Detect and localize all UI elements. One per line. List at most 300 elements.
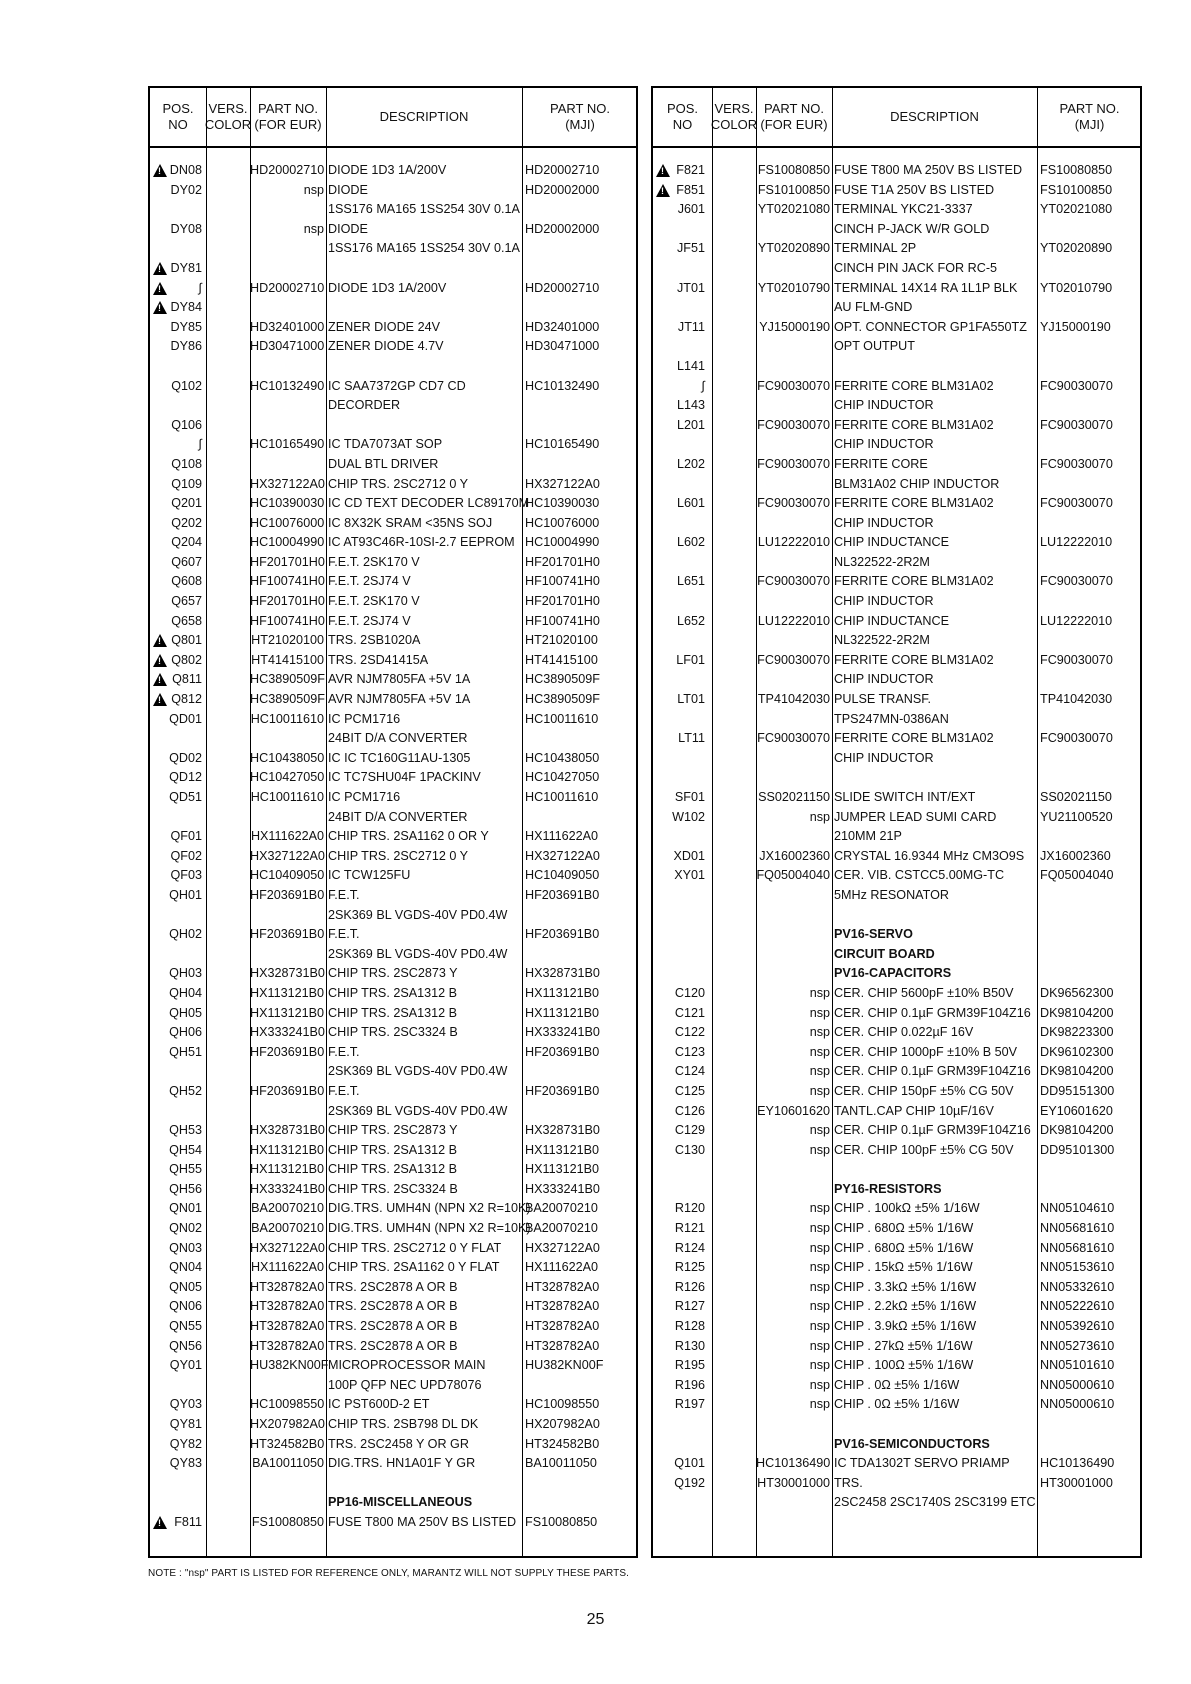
table-row xyxy=(150,1337,636,1357)
part-number-eur: HX327122A0 xyxy=(250,848,325,863)
part-description: TRS. 2SC2458 Y OR GR xyxy=(328,1436,469,1451)
part-description: F.E.T. xyxy=(328,927,360,942)
table-row xyxy=(653,161,1140,181)
part-number-eur: HC10011610 xyxy=(250,711,324,726)
part-number-mji: HC10004990 xyxy=(525,535,600,550)
part-number-eur: SS02021150 xyxy=(758,790,830,804)
part-position: Q802 xyxy=(171,652,202,667)
part-number-mji: HT328782A0 xyxy=(525,1319,600,1334)
table-row xyxy=(653,220,1140,240)
table-row xyxy=(653,475,1140,495)
table-row xyxy=(150,1043,636,1063)
table-row xyxy=(653,1023,1140,1043)
table-row xyxy=(653,847,1140,867)
part-number-eur: FC90030070 xyxy=(757,652,830,667)
part-number-eur: HT328782A0 xyxy=(250,1299,325,1314)
part-position: C121 xyxy=(674,1005,705,1020)
part-number-eur: nsp xyxy=(809,1201,830,1216)
table-row xyxy=(150,1062,636,1082)
part-description: PV16-SERVO xyxy=(834,927,913,942)
part-number-eur: HX111622A0 xyxy=(250,829,324,844)
part-number-eur: nsp xyxy=(303,182,324,197)
part-position: DN08 xyxy=(169,163,202,177)
part-description: DIG.TRS. UMH4N (NPN X2 R=10K) xyxy=(328,1221,531,1236)
part-description: FERRITE CORE BLM31A02 xyxy=(834,652,994,667)
part-position: LT01 xyxy=(677,692,705,707)
part-number-eur: LU12222010 xyxy=(757,535,830,550)
part-position: C126 xyxy=(674,1103,705,1118)
part-number-eur: HX111622A0 xyxy=(250,1260,324,1275)
part-number-mji: FC90030070 xyxy=(1040,417,1113,432)
part-position: R121 xyxy=(674,1221,705,1236)
part-description: AVR NJM7805FA +5V 1A xyxy=(328,692,471,707)
part-number-mji: HC10098550 xyxy=(525,1397,600,1412)
part-position: QY01 xyxy=(169,1358,202,1373)
part-number-eur: HC10136490 xyxy=(756,1456,831,1471)
part-number-eur: nsp xyxy=(809,1083,830,1098)
table-row xyxy=(653,788,1140,808)
part-description: CER. CHIP 0.1µF GRM39F104Z16 xyxy=(834,1005,1031,1020)
part-number-eur: nsp xyxy=(303,221,324,236)
table-row xyxy=(150,847,636,867)
part-number-mji: NN05000610 xyxy=(1040,1397,1115,1412)
table-row xyxy=(653,1102,1140,1122)
part-number-mji: FQ05004040 xyxy=(1040,868,1114,883)
part-number-eur: HD32401000 xyxy=(250,319,325,334)
table-row xyxy=(150,1199,636,1219)
part-number-mji: HT324582B0 xyxy=(525,1436,600,1451)
part-description: FERRITE CORE BLM31A02 xyxy=(834,378,994,393)
table-row xyxy=(653,1239,1140,1259)
part-position: QN05 xyxy=(169,1279,202,1294)
part-description: IC PCM1716 xyxy=(328,790,401,804)
part-position: QN56 xyxy=(169,1338,202,1353)
part-position: R128 xyxy=(674,1319,705,1334)
part-position: ∫ xyxy=(701,378,705,393)
part-position: C120 xyxy=(674,985,705,1000)
part-position: Q102 xyxy=(171,378,202,393)
col-header-part-eur: PART NO. (FOR EUR) xyxy=(254,101,322,132)
col-header-pos: POS. NO xyxy=(162,101,194,132)
part-number-eur: HF203691B0 xyxy=(250,1044,325,1059)
part-position: QD12 xyxy=(169,770,202,785)
part-description: CHIP TRS. 2SA1312 B xyxy=(328,1142,458,1157)
table-row xyxy=(150,259,636,279)
part-description: CHIP INDUCTOR xyxy=(834,515,934,530)
table-row xyxy=(653,1474,1140,1494)
part-description: 210MM 21P xyxy=(834,829,902,844)
part-description: CHIP . 2.2kΩ ±5% 1/16W xyxy=(834,1299,977,1314)
part-number-mji: HF100741H0 xyxy=(525,574,600,589)
part-position: L601 xyxy=(676,496,705,511)
table-row xyxy=(150,1474,636,1494)
part-position: JT11 xyxy=(677,319,705,334)
part-number-eur: FQ05004040 xyxy=(756,868,830,883)
table-row xyxy=(150,1395,636,1415)
part-description: 1SS176 MA165 1SS254 30V 0.1A xyxy=(328,241,520,256)
part-position: QD02 xyxy=(169,750,202,765)
part-number-mji: FS10080850 xyxy=(525,1514,598,1529)
table-row xyxy=(150,220,636,240)
part-description: CER. CHIP 5600pF ±10% B50V xyxy=(834,985,1014,1000)
part-description: PY16-RESISTORS xyxy=(834,1181,942,1196)
table-row xyxy=(150,200,636,220)
part-description: IC TDA1302T SERVO PRIAMP xyxy=(834,1456,1010,1471)
part-description: TRS. 2SC2878 A OR B xyxy=(328,1338,458,1353)
part-position: QF01 xyxy=(170,829,202,844)
part-number-eur: HC10438050 xyxy=(250,750,325,765)
part-description: FERRITE CORE BLM31A02 xyxy=(834,731,994,746)
part-number-eur: BA10011050 xyxy=(252,1456,324,1471)
part-number-eur: nsp xyxy=(809,1299,830,1314)
part-number-mji: HT41415100 xyxy=(525,652,598,667)
part-position: QH51 xyxy=(169,1044,202,1059)
part-description: IC TCW125FU xyxy=(328,868,411,883)
part-description: CHIP INDUCTANCE xyxy=(834,613,949,628)
part-description: IC TC7SHU04F 1PACKINV xyxy=(328,770,481,785)
part-description: DECORDER xyxy=(328,398,401,413)
part-description: FERRITE CORE BLM31A02 xyxy=(834,574,994,589)
table-row xyxy=(653,298,1140,318)
part-number-mji: LU12222010 xyxy=(1040,613,1113,628)
part-number-mji: HC3890509F xyxy=(525,672,600,687)
part-description: CIRCUIT BOARD xyxy=(834,946,935,961)
part-description: OPT. CONNECTOR GP1FA550TZ xyxy=(834,319,1027,334)
part-number-eur: HC3890509F xyxy=(250,692,325,707)
table-row xyxy=(150,788,636,808)
part-number-mji: SS02021150 xyxy=(1040,790,1112,804)
table-row xyxy=(653,416,1140,436)
part-position: Q109 xyxy=(171,476,202,491)
part-number-mji: FC90030070 xyxy=(1040,574,1113,589)
table-row xyxy=(150,1317,636,1337)
part-description: FERRITE CORE BLM31A02 xyxy=(834,417,994,432)
part-number-mji: DD95151300 xyxy=(1040,1083,1115,1098)
part-description: MICROPROCESSOR MAIN xyxy=(328,1358,486,1373)
part-number-eur: HX327122A0 xyxy=(250,476,325,491)
part-description: IC IC TC160G11AU-1305 xyxy=(328,750,471,765)
part-number-eur: nsp xyxy=(809,1397,830,1412)
part-position: QN04 xyxy=(169,1260,202,1275)
table-row xyxy=(653,1219,1140,1239)
part-description: FERRITE CORE xyxy=(834,456,928,471)
part-number-mji: HX113121B0 xyxy=(525,1162,599,1177)
table-row xyxy=(150,298,636,318)
part-position: J601 xyxy=(677,202,705,217)
part-number-mji: FC90030070 xyxy=(1040,496,1113,511)
table-row xyxy=(653,1082,1140,1102)
table-row xyxy=(653,357,1140,377)
part-description: F.E.T. 2SJ74 V xyxy=(328,613,411,628)
part-number-mji: HD20002710 xyxy=(525,163,600,177)
part-description: DIODE xyxy=(328,182,368,197)
part-description: CHIP INDUCTOR xyxy=(834,398,934,413)
table-row xyxy=(150,612,636,632)
part-number-mji: YT02021080 xyxy=(1040,202,1113,217)
part-number-eur: HU382KN00F xyxy=(250,1358,329,1373)
parts-table-right xyxy=(651,86,1142,1558)
part-number-mji: HT21020100 xyxy=(525,633,598,648)
part-number-eur: HT328782A0 xyxy=(250,1279,325,1294)
part-number-eur: nsp xyxy=(809,1025,830,1040)
part-number-mji: HX333241B0 xyxy=(525,1025,600,1040)
table-row xyxy=(150,181,636,201)
part-description: CHIP . 0Ω ±5% 1/16W xyxy=(834,1377,960,1392)
part-number-eur: EY10601620 xyxy=(757,1103,830,1118)
part-description: PULSE TRANSF. xyxy=(834,692,932,707)
table-row xyxy=(653,866,1140,886)
part-description: TRS. 2SD41415A xyxy=(328,652,429,667)
part-number-mji: HC10011610 xyxy=(525,790,599,804)
table-row xyxy=(150,749,636,769)
part-description: AVR NJM7805FA +5V 1A xyxy=(328,672,471,687)
col-header-part-mji: PART NO. (MJI) xyxy=(550,101,610,132)
part-description: TERMINAL 14X14 RA 1L1P BLK xyxy=(834,280,1018,295)
part-description: CHIP TRS. 2SB798 DL DK xyxy=(328,1417,479,1431)
part-description: TERMINAL 2P xyxy=(834,241,917,256)
part-number-mji: HF203691B0 xyxy=(525,1083,600,1098)
part-number-mji: FS10100850 xyxy=(1040,182,1113,197)
table-row xyxy=(653,906,1140,926)
part-number-mji: HX333241B0 xyxy=(525,1181,600,1196)
table-row xyxy=(150,1435,636,1455)
table-row xyxy=(653,200,1140,220)
part-position: ∫ xyxy=(198,280,202,295)
part-position: DY08 xyxy=(170,221,202,236)
part-position: Q608 xyxy=(171,574,202,589)
col-header-vers: VERS. COLOR xyxy=(204,101,252,132)
part-position: C129 xyxy=(674,1123,705,1138)
part-position: QH01 xyxy=(169,887,202,902)
col-header-description: DESCRIPTION xyxy=(890,109,979,124)
footnote: NOTE : "nsp" PART IS LISTED FOR REFERENCE ONLY, MARANTZ WILL NOT SUPPLY THESE PARTS. xyxy=(148,1568,629,1579)
table-row xyxy=(653,1317,1140,1337)
part-number-eur: nsp xyxy=(809,1319,830,1334)
table-row xyxy=(653,1435,1140,1455)
part-position: QF02 xyxy=(170,848,202,863)
part-number-mji: HT328782A0 xyxy=(525,1338,600,1353)
table-row xyxy=(653,670,1140,690)
part-description: CER. VIB. CSTCC5.00MG-TC xyxy=(834,868,1005,883)
part-number-mji: NN05222610 xyxy=(1040,1299,1115,1314)
part-number-mji: NN05104610 xyxy=(1040,1201,1115,1216)
table-row xyxy=(653,1141,1140,1161)
table-row xyxy=(653,553,1140,573)
part-position: R127 xyxy=(674,1299,705,1314)
part-description: CER. CHIP 0.022µF 16V xyxy=(834,1025,974,1040)
part-description: CHIP TRS. 2SC2712 0 Y xyxy=(328,848,469,863)
part-description: CER. CHIP 0.1µF GRM39F104Z16 xyxy=(834,1064,1031,1079)
table-row xyxy=(653,1062,1140,1082)
table-row xyxy=(150,1258,636,1278)
table-row xyxy=(150,1004,636,1024)
table-row xyxy=(653,1258,1140,1278)
table-row xyxy=(150,337,636,357)
part-number-mji: NN05153610 xyxy=(1040,1260,1115,1275)
part-description: CHIP TRS. 2SA1312 B xyxy=(328,1005,458,1020)
table-row xyxy=(150,710,636,730)
part-number-eur: HC10011610 xyxy=(250,790,324,804)
table-row xyxy=(653,827,1140,847)
part-number-mji: NN05681610 xyxy=(1040,1221,1115,1236)
part-position: R124 xyxy=(674,1240,705,1255)
table-row xyxy=(653,945,1140,965)
part-number-mji: YJ15000190 xyxy=(1040,319,1111,334)
part-description: DIODE 1D3 1A/200V xyxy=(328,280,447,295)
part-number-mji: HF201701H0 xyxy=(525,594,600,609)
part-number-mji: HX327122A0 xyxy=(525,848,600,863)
part-description: ZENER DIODE 24V xyxy=(328,319,440,334)
part-number-mji: HF201701H0 xyxy=(525,554,600,569)
table-row xyxy=(150,1297,636,1317)
part-number-mji: DD95101300 xyxy=(1040,1142,1115,1157)
part-position: QD01 xyxy=(169,711,202,726)
part-description: CINCH PIN JACK FOR RC-5 xyxy=(834,260,998,275)
part-number-eur: HF201701H0 xyxy=(250,594,325,609)
part-number-eur: nsp xyxy=(809,1044,830,1059)
table-row xyxy=(150,670,636,690)
part-description: CER. CHIP 100pF ±5% CG 50V xyxy=(834,1142,1014,1157)
table-row xyxy=(653,925,1140,945)
part-position: JT01 xyxy=(677,280,705,295)
part-position: L141 xyxy=(676,358,705,373)
part-number-eur: HF100741H0 xyxy=(250,613,325,628)
part-position: Q201 xyxy=(171,496,202,511)
table-row xyxy=(150,808,636,828)
part-description: 2SC2458 2SC1740S 2SC3199 ETC xyxy=(834,1495,1036,1510)
table-row xyxy=(653,1199,1140,1219)
table-row xyxy=(653,1337,1140,1357)
part-position: QN01 xyxy=(169,1201,202,1216)
part-description: CHIP . 680Ω ±5% 1/16W xyxy=(834,1240,974,1255)
right-rows xyxy=(653,161,1140,1513)
part-number-mji: HT30001000 xyxy=(1040,1475,1113,1490)
part-number-mji: HC10165490 xyxy=(525,437,600,452)
part-position: Q202 xyxy=(171,515,202,530)
table-row xyxy=(150,1160,636,1180)
table-row xyxy=(150,651,636,671)
table-row xyxy=(653,514,1140,534)
part-position: F811 xyxy=(174,1514,202,1529)
part-description: TERMINAL YKC21-3337 xyxy=(834,202,973,217)
part-description: CHIP . 0Ω ±5% 1/16W xyxy=(834,1397,960,1412)
table-row xyxy=(653,318,1140,338)
table-row xyxy=(150,690,636,710)
part-position: QH03 xyxy=(169,966,202,981)
part-number-eur: HX328731B0 xyxy=(250,1123,325,1138)
part-number-mji: DK98104200 xyxy=(1040,1064,1114,1079)
part-number-eur: nsp xyxy=(809,809,830,824)
part-position: Q101 xyxy=(674,1456,705,1471)
table-row xyxy=(653,572,1140,592)
part-number-mji: YT02010790 xyxy=(1040,280,1113,295)
part-description: CER. CHIP 1000pF ±10% B 50V xyxy=(834,1044,1018,1059)
table-row xyxy=(150,572,636,592)
part-number-mji: NN05273610 xyxy=(1040,1338,1115,1353)
table-row xyxy=(150,592,636,612)
part-number-eur: HT328782A0 xyxy=(250,1319,325,1334)
part-position: QH52 xyxy=(169,1083,202,1098)
part-position: ∫ xyxy=(198,437,202,452)
part-number-mji: HD20002710 xyxy=(525,280,600,295)
table-row xyxy=(150,1121,636,1141)
part-position: R196 xyxy=(674,1377,705,1392)
table-row xyxy=(150,945,636,965)
part-number-mji: JX16002360 xyxy=(1040,848,1111,863)
part-position: DY86 xyxy=(170,339,202,354)
table-row xyxy=(150,1141,636,1161)
part-description: TRS. 2SC2878 A OR B xyxy=(328,1319,458,1334)
col-header-part-eur: PART NO. (FOR EUR) xyxy=(760,101,828,132)
part-number-eur: HC10098550 xyxy=(250,1397,325,1412)
part-position: QN03 xyxy=(169,1240,202,1255)
part-description: FUSE T1A 250V BS LISTED xyxy=(834,182,995,197)
table-row xyxy=(150,866,636,886)
part-description: CER. CHIP 0.1µF GRM39F104Z16 xyxy=(834,1123,1031,1138)
table-row xyxy=(653,259,1140,279)
part-number-eur: HX333241B0 xyxy=(250,1025,325,1040)
part-description: CHIP INDUCTOR xyxy=(834,672,934,687)
part-number-eur: HC10390030 xyxy=(250,496,325,511)
part-number-mji: EY10601620 xyxy=(1040,1103,1113,1118)
part-number-eur: nsp xyxy=(809,1064,830,1079)
part-number-eur: nsp xyxy=(809,1123,830,1138)
part-number-eur: HC10132490 xyxy=(250,378,325,393)
part-position: L602 xyxy=(676,535,705,550)
part-position: C125 xyxy=(674,1083,705,1098)
part-position: LT11 xyxy=(678,731,705,746)
part-description: CHIP TRS. 2SC2712 0 Y xyxy=(328,476,469,491)
part-number-eur: HT30001000 xyxy=(757,1475,830,1490)
part-description: CHIP . 15kΩ ±5% 1/16W xyxy=(834,1260,973,1275)
part-number-mji: BA20070210 xyxy=(525,1221,598,1236)
table-row xyxy=(150,377,636,397)
table-row xyxy=(653,1395,1140,1415)
part-number-eur: HD20002710 xyxy=(250,163,325,177)
table-row xyxy=(653,1376,1140,1396)
table-row xyxy=(150,984,636,1004)
part-number-mji: BA10011050 xyxy=(525,1456,597,1471)
part-number-mji: HX113121B0 xyxy=(525,985,599,1000)
part-number-mji: FC90030070 xyxy=(1040,652,1113,667)
part-position: DY02 xyxy=(170,182,202,197)
part-description: F.E.T. 2SJ74 V xyxy=(328,574,411,589)
part-number-mji: NN05392610 xyxy=(1040,1319,1115,1334)
part-position: C123 xyxy=(674,1044,705,1059)
part-description: CER. CHIP 150pF ±5% CG 50V xyxy=(834,1083,1014,1098)
part-description: 24BIT D/A CONVERTER xyxy=(328,731,468,746)
part-description: CHIP TRS. 2SC2873 Y xyxy=(328,966,458,981)
table-row xyxy=(150,514,636,534)
part-description: CINCH P-JACK W/R GOLD xyxy=(834,221,990,236)
part-number-eur: FC90030070 xyxy=(757,378,830,393)
part-number-mji: HX111622A0 xyxy=(525,829,599,844)
part-position: QH02 xyxy=(169,927,202,942)
part-number-mji: HX328731B0 xyxy=(525,1123,600,1138)
table-row xyxy=(150,475,636,495)
part-number-eur: HX113121B0 xyxy=(250,985,324,1000)
part-description: TANTL.CAP CHIP 10µF/16V xyxy=(834,1103,994,1118)
table-row xyxy=(653,964,1140,984)
part-number-eur: HT41415100 xyxy=(251,652,324,667)
part-position: R120 xyxy=(674,1201,705,1216)
part-number-mji: DK98104200 xyxy=(1040,1123,1114,1138)
table-row xyxy=(150,1278,636,1298)
table-row xyxy=(150,435,636,455)
part-description: CRYSTAL 16.9344 MHz CM3O9S xyxy=(834,848,1025,863)
part-number-eur: FC90030070 xyxy=(757,496,830,511)
part-position: QH04 xyxy=(169,985,202,1000)
